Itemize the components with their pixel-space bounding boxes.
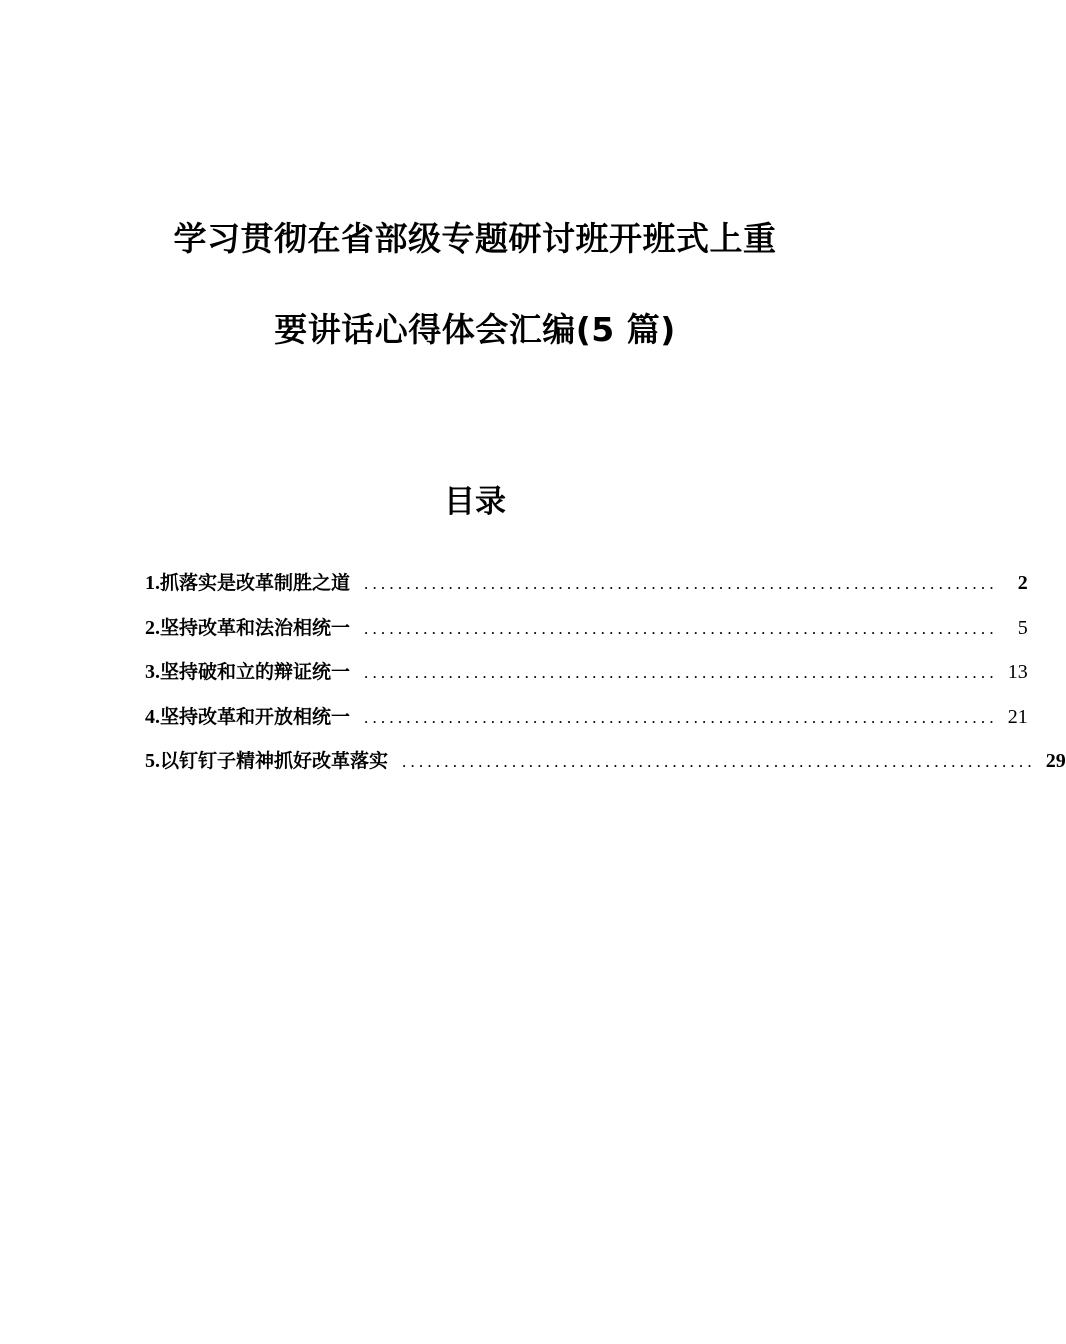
- toc-entry[interactable]: [145, 746, 1066, 791]
- toc-entry-page: 13: [1007, 661, 1028, 683]
- toc-entry-page: 5: [1017, 616, 1028, 639]
- toc-entry[interactable]: [145, 613, 1028, 658]
- toc-entry-page: 29: [1045, 750, 1066, 772]
- toc-entry[interactable]: [145, 568, 1028, 613]
- toc-entry-page: 2: [1017, 572, 1028, 594]
- toc-entry-label: 坚持破和立的辩证统一: [160, 661, 351, 683]
- toc-entry-number: 5.: [145, 750, 160, 772]
- toc-dot-leader: ...........................................................................: [364, 574, 998, 593]
- toc-dot-leader: ...........................................................................: [402, 752, 1036, 771]
- toc-entry-page: 21: [1007, 705, 1028, 728]
- toc-entry-label: 抓落实是改革制胜之道: [160, 572, 351, 594]
- toc-entry[interactable]: [145, 657, 1028, 702]
- toc-dot-leader: ...........................................................................: [364, 663, 998, 682]
- document-title-line-1: 学习贯彻在省部级专题研讨班开班式上重: [173, 219, 777, 258]
- toc-dot-leader: ...........................................................................: [364, 618, 998, 638]
- toc-entry-label: 以钉钉子精神抓好改革落实: [160, 750, 389, 772]
- toc-entry-number: 2.: [145, 616, 160, 639]
- toc-entry[interactable]: [145, 702, 1028, 747]
- toc-dot-leader: ...........................................................................: [364, 707, 998, 727]
- toc-heading: 目录: [444, 484, 506, 520]
- toc-entry-label: 坚持改革和开放相统一: [160, 705, 351, 728]
- toc-entry-number: 1.: [145, 572, 160, 594]
- toc-entry-number: 4.: [145, 705, 160, 728]
- document-title-line-2: 要讲话心得体会汇编(5 篇): [274, 310, 676, 349]
- table-of-contents: [145, 568, 1066, 791]
- toc-entry-number: 3.: [145, 661, 160, 683]
- toc-entry-label: 坚持改革和法治相统一: [160, 616, 351, 639]
